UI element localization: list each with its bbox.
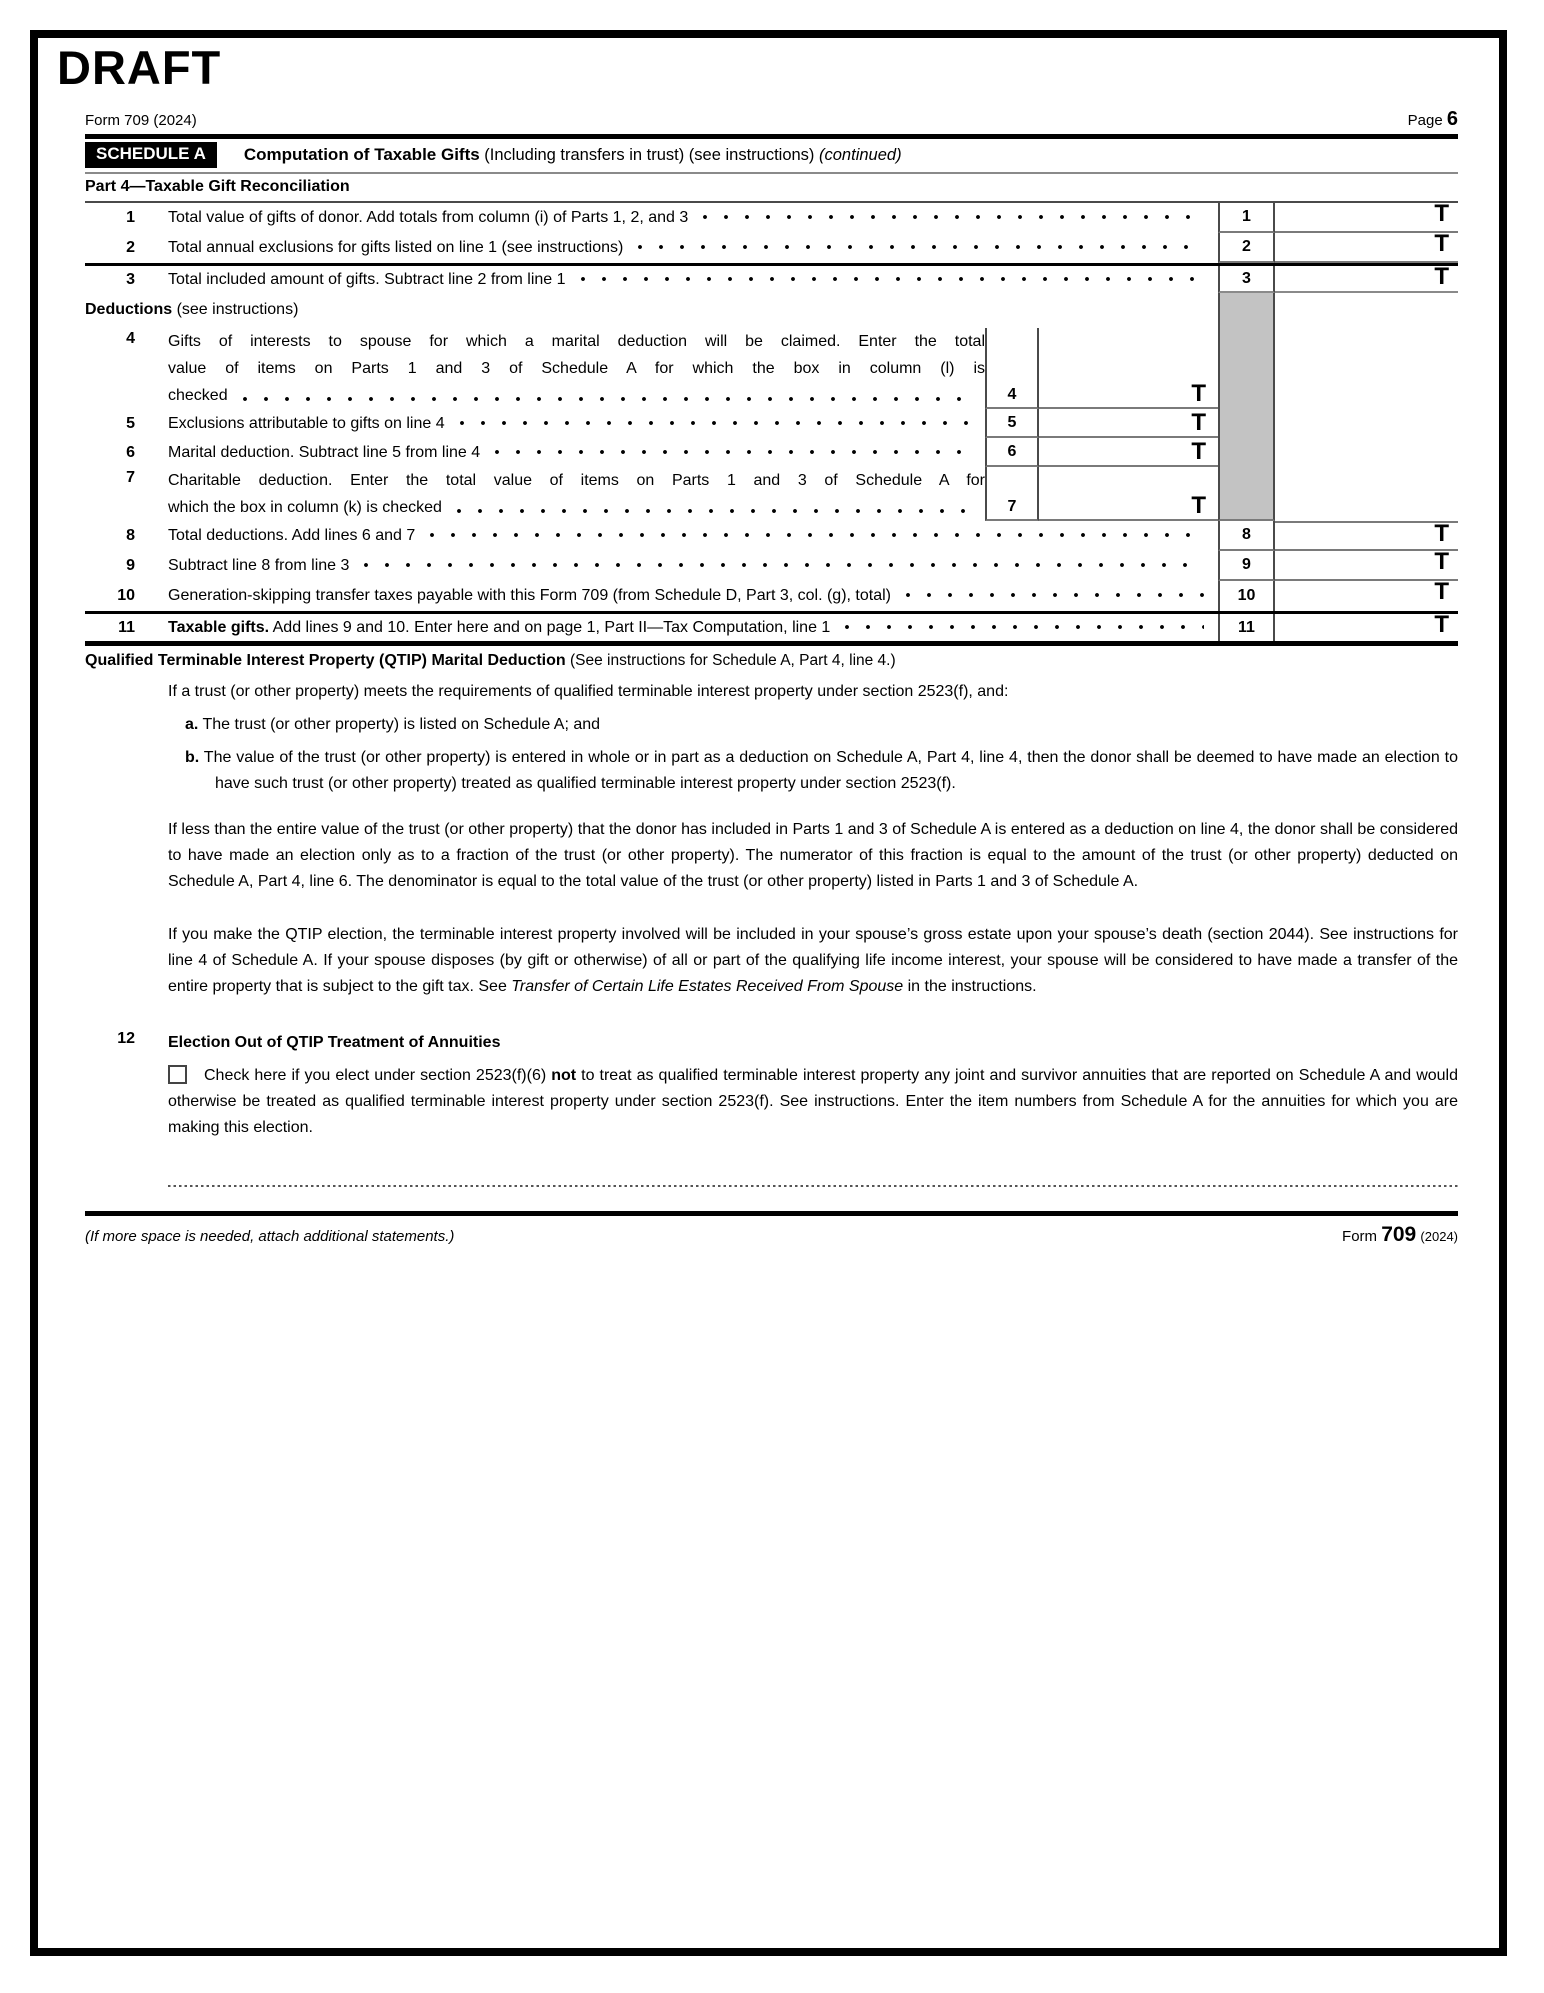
deductions-section xyxy=(85,293,1458,521)
dot-leader xyxy=(702,214,1204,220)
page-border xyxy=(30,30,1507,1956)
item-b-text: The value of the trust (or other property) is entered in whole or in part as a deduction on Schedule A, Part 4, line 4, then the donor shall be deemed to have made an election to have such trust (or other property) treated as qualified terminable interest property under section 2523(f). xyxy=(199,748,1458,792)
dot-leader xyxy=(456,508,971,514)
line-6-entry-number-box xyxy=(985,438,1039,467)
schedule-title xyxy=(244,145,902,165)
line-3-description xyxy=(85,266,1218,293)
line-2-number: 2 xyxy=(126,239,135,256)
line-4-text-2: value of items on Parts 1 and 3 of Schedule A for which the box in column (l) is xyxy=(168,360,985,377)
qtip-election-italic-reference: Transfer of Certain Life Estates Received From Spouse xyxy=(511,977,904,995)
item-a-text: The trust (or other property) is listed on Schedule A; and xyxy=(198,715,601,733)
line-4-description xyxy=(85,328,985,409)
line-9-entry-number-box xyxy=(1218,551,1275,581)
entry-box-number: 8 xyxy=(1242,526,1251,543)
part4-line-9-row xyxy=(85,548,1458,581)
line-11-entry-number-box xyxy=(1218,614,1275,641)
line-7-text-2: which the box in column (k) is checked xyxy=(168,498,442,516)
entry-box-number: 9 xyxy=(1242,556,1251,573)
part4-line-10-row xyxy=(85,578,1458,611)
line-1-description xyxy=(85,203,1218,233)
qtip-election-checkbox[interactable] xyxy=(168,1065,187,1084)
dot-leader xyxy=(363,562,1204,568)
part4-line-8-row xyxy=(85,521,1458,551)
dot-leader xyxy=(580,276,1204,282)
line-8-description xyxy=(85,521,1218,551)
line-1-entry-number-box xyxy=(1218,203,1275,233)
line-10-amount-field[interactable] xyxy=(1275,578,1458,611)
line-5-description xyxy=(85,409,985,438)
field-marker: T xyxy=(1434,578,1449,605)
field-marker: T xyxy=(1434,548,1449,575)
footer-form-number: 709 xyxy=(1381,1222,1417,1246)
entry-box-number: 4 xyxy=(1007,386,1017,403)
schedule-header xyxy=(85,139,1458,174)
footer-form-word: Form xyxy=(1342,1227,1378,1245)
line-9-label: Subtract line 8 from line 3 xyxy=(168,557,350,574)
dot-leader xyxy=(637,244,1204,250)
line-11-amount-field[interactable] xyxy=(1275,611,1458,641)
line-6-number: 6 xyxy=(126,443,135,461)
line-12-text: Check here if you elect under section 2523(f)(6) xyxy=(204,1066,552,1084)
qtip-item-a xyxy=(185,712,1458,738)
deductions-heading-note: (see instructions) xyxy=(172,301,299,318)
line-6-label: Marital deduction. Subtract line 5 from line 4 xyxy=(168,443,481,461)
line-3-amount-field[interactable] xyxy=(1275,263,1458,293)
field-marker: T xyxy=(1434,200,1449,227)
line-11-number: 11 xyxy=(118,618,135,636)
qtip-election-text-end: in the instructions. xyxy=(903,977,1037,995)
qtip-election-paragraph xyxy=(168,922,1458,1000)
qtip-fraction-paragraph: If less than the entire value of the trust (or other property) that the donor has included in Parts 1 and 3 of Schedule A is entered as a deduction on line 4, the donor shall be considered to have made an election only as to a fraction of the trust (or other property). The numerator of this fraction is equal to the amount of the trust (or other property) deducted on Schedule A, Part 4, line 6. The denominator is equal to the total value of the trust (or other property) listed in Parts 1 and 3 of Schedule A. xyxy=(168,820,1458,890)
line-5-label: Exclusions attributable to gifts on line 4 xyxy=(168,414,445,432)
line-4-number: 4 xyxy=(126,330,135,347)
dot-leader xyxy=(494,449,971,455)
qtip-heading xyxy=(85,646,1458,672)
field-marker: T xyxy=(1191,380,1206,407)
part4-line-12 xyxy=(85,1030,1458,1141)
line-10-description xyxy=(85,581,1218,611)
part4-line-6-row xyxy=(85,438,1218,467)
line-9-amount-field[interactable] xyxy=(1275,548,1458,581)
line-8-number: 8 xyxy=(126,527,135,544)
line-7-amount-field[interactable] xyxy=(1039,467,1218,521)
line-1-label: Total value of gifts of donor. Add totals from column (i) of Parts 1, 2, and 3 xyxy=(168,209,689,226)
line-2-label: Total annual exclusions for gifts listed on line 1 (see instructions) xyxy=(168,239,624,256)
entry-box-number: 10 xyxy=(1237,587,1256,604)
schedule-a-badge: SCHEDULE A xyxy=(85,142,217,168)
line-9-description xyxy=(85,551,1218,581)
line-2-amount-field[interactable] xyxy=(1275,230,1458,263)
schedule-title-bold: Computation of Taxable Gifts xyxy=(243,145,480,164)
field-marker: T xyxy=(1191,438,1206,465)
dot-leader xyxy=(429,532,1204,538)
field-marker: T xyxy=(1434,520,1449,547)
line-10-number: 10 xyxy=(117,587,135,604)
part4-line-2-row xyxy=(85,230,1458,263)
line-10-label: Generation-skipping transfer taxes payable with this Form 709 (from Schedule D, Part 3, col. (g), total) xyxy=(168,587,891,604)
page-number-label xyxy=(1408,108,1458,131)
line-12-heading: Election Out of QTIP Treatment of Annuities xyxy=(168,1033,501,1051)
entry-box-number: 3 xyxy=(1242,269,1251,287)
line-3-label: Total included amount of gifts. Subtract line 2 from line 1 xyxy=(168,270,566,288)
entry-box-number: 2 xyxy=(1242,238,1251,255)
line-1-number: 1 xyxy=(126,209,135,226)
entry-box-number: 7 xyxy=(1007,498,1017,515)
line-5-amount-field[interactable] xyxy=(1039,409,1218,438)
line-12-checkbox-paragraph xyxy=(168,1063,1458,1141)
line-9-number: 9 xyxy=(126,557,135,574)
line-8-entry-number-box xyxy=(1218,521,1275,551)
entry-box-number: 1 xyxy=(1242,208,1251,225)
field-marker: T xyxy=(1434,230,1449,257)
entry-box-number: 5 xyxy=(1007,413,1017,431)
shaded-column xyxy=(1218,293,1275,521)
line-12-text-end: to treat as qualified terminable interest property any joint and survivor annuities that are reported on Schedule A and would otherwise be treated as qualified terminable interest property under section 2523(f). See instructions. Enter the item numbers from Schedule A for the annuities for which you are making this election. xyxy=(168,1066,1458,1136)
schedule-title-regular: (Including transfers in trust) (see instructions) xyxy=(484,146,815,164)
line-12-number: 12 xyxy=(117,1029,135,1047)
line-5-entry-number-box xyxy=(985,409,1039,438)
line-12-text-bold: not xyxy=(551,1066,577,1084)
part4-heading: Part 4—Taxable Gift Reconciliation xyxy=(85,174,1458,203)
line-8-amount-field[interactable] xyxy=(1275,521,1458,551)
part4-line-7-row xyxy=(85,467,1218,521)
annuity-item-numbers-entry-line[interactable] xyxy=(168,1185,1458,1187)
line-11-description xyxy=(85,614,1218,641)
qtip-heading-note: (See instructions for Schedule A, Part 4, line 4.) xyxy=(565,651,896,669)
footer-form-id xyxy=(1342,1223,1458,1247)
form-id-header: Form 709 (2024) xyxy=(85,112,197,129)
entry-box-number: 11 xyxy=(1238,618,1255,636)
line-5-number: 5 xyxy=(126,414,135,432)
part4-line-5-row xyxy=(85,409,1218,438)
footer-form-year: (2024) xyxy=(1420,1228,1458,1244)
line-6-description xyxy=(85,438,985,467)
unused-amount-area xyxy=(1275,293,1458,521)
line-8-label: Total deductions. Add lines 6 and 7 xyxy=(168,527,416,544)
part4-line-11-row xyxy=(85,611,1458,641)
line-11-label xyxy=(168,619,830,637)
line-6-amount-field[interactable] xyxy=(1039,438,1218,467)
item-b-label: b. xyxy=(185,748,200,766)
page-word: Page xyxy=(1407,112,1443,129)
field-marker: T xyxy=(1434,263,1449,290)
page-header xyxy=(85,108,1458,131)
line-2-entry-number-box xyxy=(1218,233,1275,263)
draft-watermark: DRAFT xyxy=(57,41,222,94)
footer-note: (If more space is needed, attach additional statements.) xyxy=(85,1227,455,1245)
item-a-label: a. xyxy=(185,715,199,733)
part4-line-3-row xyxy=(85,263,1458,293)
line-3-entry-number-box xyxy=(1218,266,1275,293)
qtip-heading-bold: Qualified Terminable Interest Property (QTIP) Marital Deduction xyxy=(85,651,566,669)
dot-leader xyxy=(844,624,1204,630)
part4-line-1-row xyxy=(85,200,1458,233)
deductions-heading-bold: Deductions xyxy=(85,301,173,318)
line-4-text-3: checked xyxy=(168,386,228,404)
line-7-text-1: Charitable deduction. Enter the total value of items on Parts 1 and 3 of Schedule A for xyxy=(168,472,985,489)
line-3-number: 3 xyxy=(126,270,135,288)
page-number: 6 xyxy=(1446,108,1458,130)
line-4-text-1: Gifts of interests to spouse for which a marital deduction will be claimed. Enter the total xyxy=(168,333,985,350)
dot-leader xyxy=(905,592,1204,598)
field-marker: T xyxy=(1191,492,1206,519)
line-10-entry-number-box xyxy=(1218,581,1275,611)
line-4-amount-field[interactable] xyxy=(1039,328,1218,409)
deductions-heading xyxy=(85,293,1218,328)
qtip-intro-paragraph: If a trust (or other property) meets the requirements of qualified terminable interest property under section 2523(f), and: xyxy=(168,682,1009,700)
line-7-description xyxy=(85,467,985,521)
schedule-title-continued: (continued) xyxy=(819,146,902,164)
line-1-amount-field[interactable] xyxy=(1275,200,1458,233)
line-4-entry-number-box xyxy=(985,328,1039,409)
dot-leader xyxy=(459,420,971,426)
part4-line-4-row xyxy=(85,328,1218,409)
dot-leader xyxy=(242,396,971,402)
line-2-description xyxy=(85,233,1218,263)
line-11-label-rest: Add lines 9 and 10. Enter here and on page 1, Part II—Tax Computation, line 1 xyxy=(269,618,831,636)
line-11-label-bold: Taxable gifts. xyxy=(168,618,270,636)
field-marker: T xyxy=(1191,409,1206,436)
entry-box-number: 6 xyxy=(1007,442,1017,460)
qtip-election-text: If you make the QTIP election, the terminable interest property involved will be included in your spouse’s gross estate upon your spouse’s death (section 2044). See instructions for line 4 of Schedule A. If your spouse disposes (by gift or otherwise) of all or part of the qualifying life income interest, your spouse will be considered to have made a transfer of the entire property that is subject to the gift tax. See xyxy=(168,925,1458,995)
qtip-item-b xyxy=(185,745,1458,797)
line-7-entry-number-box xyxy=(985,467,1039,521)
page-footer xyxy=(85,1216,1458,1247)
field-marker: T xyxy=(1434,611,1449,638)
line-7-number: 7 xyxy=(126,469,135,486)
